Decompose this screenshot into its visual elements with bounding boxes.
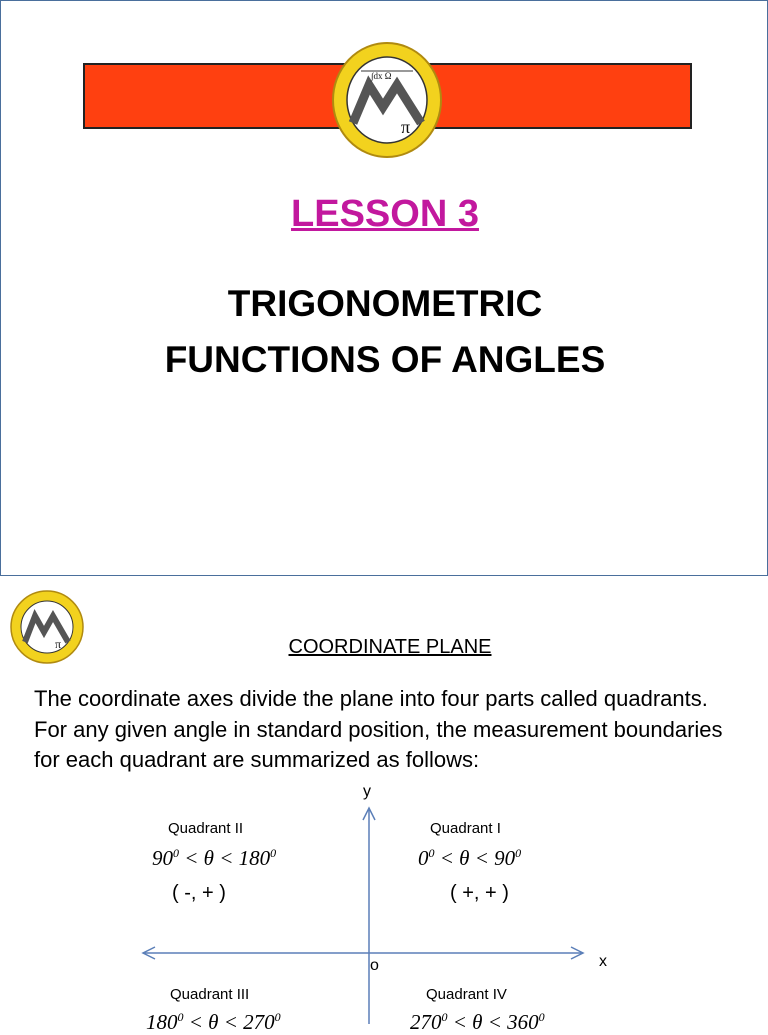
quadrant-4-range: $270^0 < \theta < 360^0$	[410, 1010, 545, 1034]
quadrant-1-range: $0^0 < \theta < 90^0$	[418, 846, 522, 870]
department-seal-logo	[331, 41, 443, 159]
quadrant-2-signs: ( -, + )	[172, 882, 226, 904]
y-axis-label: y	[363, 783, 371, 800]
lesson-title-line1: TRIGONOMETRIC	[227, 283, 543, 324]
quadrant-2-label: Quadrant II	[168, 820, 244, 837]
svg-text:π: π	[401, 117, 411, 137]
quadrant-3-label: Quadrant III	[170, 986, 250, 1003]
svg-text:∫dx Ω: ∫dx Ω	[371, 71, 392, 81]
coordinate-axes	[0, 780, 768, 1024]
svg-text:π: π	[55, 637, 62, 651]
quadrant-3-range: $180^0 < \theta < 270^0$	[146, 1010, 281, 1034]
intro-paragraph: The coordinate axes divide the plane into four parts called quadrants. For any given angle in standard position, the measurement boundaries for each quadrant are summarized as follows:	[34, 686, 723, 772]
quadrant-2-range: $90^0 < \theta < 180^0$	[152, 846, 277, 870]
x-axis-label: x	[599, 953, 607, 970]
quadrant-1-label: Quadrant I	[430, 820, 501, 837]
lesson-title-line2: FUNCTIONS OF ANGLES	[164, 339, 606, 380]
origin-label: o	[370, 957, 379, 974]
lesson-number: LESSON 3	[291, 193, 479, 235]
quadrant-1-signs: ( +, + )	[450, 882, 509, 904]
section-heading: COORDINATE PLANE	[288, 636, 492, 658]
quadrant-4-label: Quadrant IV	[426, 986, 507, 1003]
